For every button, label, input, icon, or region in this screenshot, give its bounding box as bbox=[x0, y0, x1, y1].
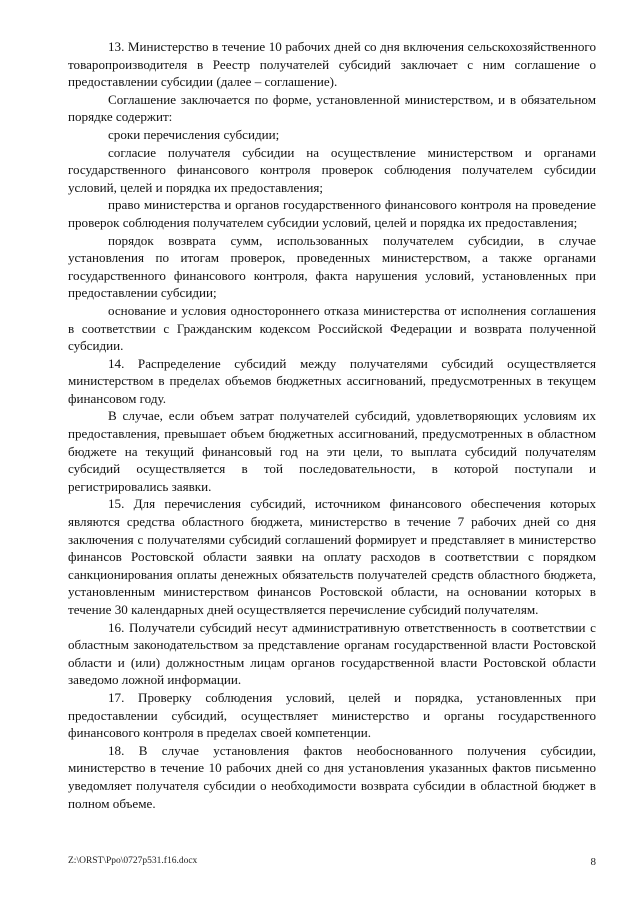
paragraph-excess-costs: В случае, если объем затрат получателей субсидий, удовлетворяющих условиям их предоставления, превышает объем бюджетных ассигнований, предусмотренных в областном бюджете на текущий финансовый год на эти цели, то выплата субсидий получателям субсидий осуществляется в той последовательности, в которой поступали и регистрировались заявки. bbox=[68, 408, 596, 494]
paragraph-refund-procedure: порядок возврата сумм, использованных получателем субсидии, в случае установления по итогам проверок, проведенных министерством, а также органами государственного финансового контроля, факта нарушения условий, установленных при предоставлении субсидии; bbox=[68, 232, 596, 301]
paragraph-unilateral-refusal: основание и условия одностороннего отказа министерства от исполнения соглашения в соответствии с Гражданским кодексом Российской Федерации и возврата полученной субсидии. bbox=[68, 302, 596, 354]
paragraph-14: 14. Распределение субсидий между получателями субсидий осуществляется министерством в пределах объемов бюджетных ассигнований, предусмотренных в текущем финансовом году. bbox=[68, 355, 596, 406]
page-number: 8 bbox=[590, 856, 596, 868]
paragraph-18: 18. В случае установления фактов необоснованного получения субсидии, министерство в течение 10 рабочих дней со дня установления указанных фактов письменно уведомляет получателя субсидии о необходимости возврата субсидии в областной бюджет в полном объеме. bbox=[68, 742, 596, 811]
paragraph-15: 15. Для перечисления субсидий, источником финансового обеспечения которых являются средства областного бюджета, министерство в течение 7 рабочих дней со дня заключения с получателями субсидий соглашений формирует и представляет в министерство финансов Ростовской области заявки на оплату расходов в соответствии с порядком санкционирования оплаты денежных обязательств получателей средств областного бюджета, установленным министерством финансов Ростовской области, на основании которых в течение 30 календарных дней осуществляется перечисление субсидий получателям. bbox=[68, 496, 596, 617]
paragraph-17: 17. Проверку соблюдения условий, целей и порядка, установленных при предоставлении субсидий, осуществляет министерство и органы государственного финансового контроля в пределах своей компетенции. bbox=[68, 689, 596, 741]
paragraph-agreement-form: Соглашение заключается по форме, установленной министерством, и в обязательном порядке содержит: bbox=[68, 91, 596, 125]
paragraph-right-to-inspect: право министерства и органов государственного финансового контроля на проведение проверок соблюдения получателем субсидии условий, целей и порядка их предоставления; bbox=[68, 197, 596, 230]
paragraph-payment-terms: сроки перечисления субсидии; bbox=[108, 126, 280, 142]
file-path: Z:\ORST\Ppo\0727p531.f16.docx bbox=[68, 856, 198, 866]
paragraph-13: 13. Министерство в течение 10 рабочих дней со дня включения сельскохозяйственного товаропроизводителя в Реестр получателей субсидий заключает с ним соглашение о предоставлении субсидии (далее – соглашение). bbox=[68, 39, 596, 90]
paragraph-consent: согласие получателя субсидии на осуществление министерством и органами государственного финансового контроля проверок соблюдения получателем субсидии условий, целей и порядка их предоставления; bbox=[68, 144, 596, 195]
document-body bbox=[68, 38, 596, 812]
paragraph-16: 16. Получатели субсидий несут административную ответственность в соответствии с областным законодательством за представление органам государственной власти Ростовской области и (или) должностным лицам органов государственной власти Ростовской области заведомо ложной информации. bbox=[68, 619, 596, 688]
